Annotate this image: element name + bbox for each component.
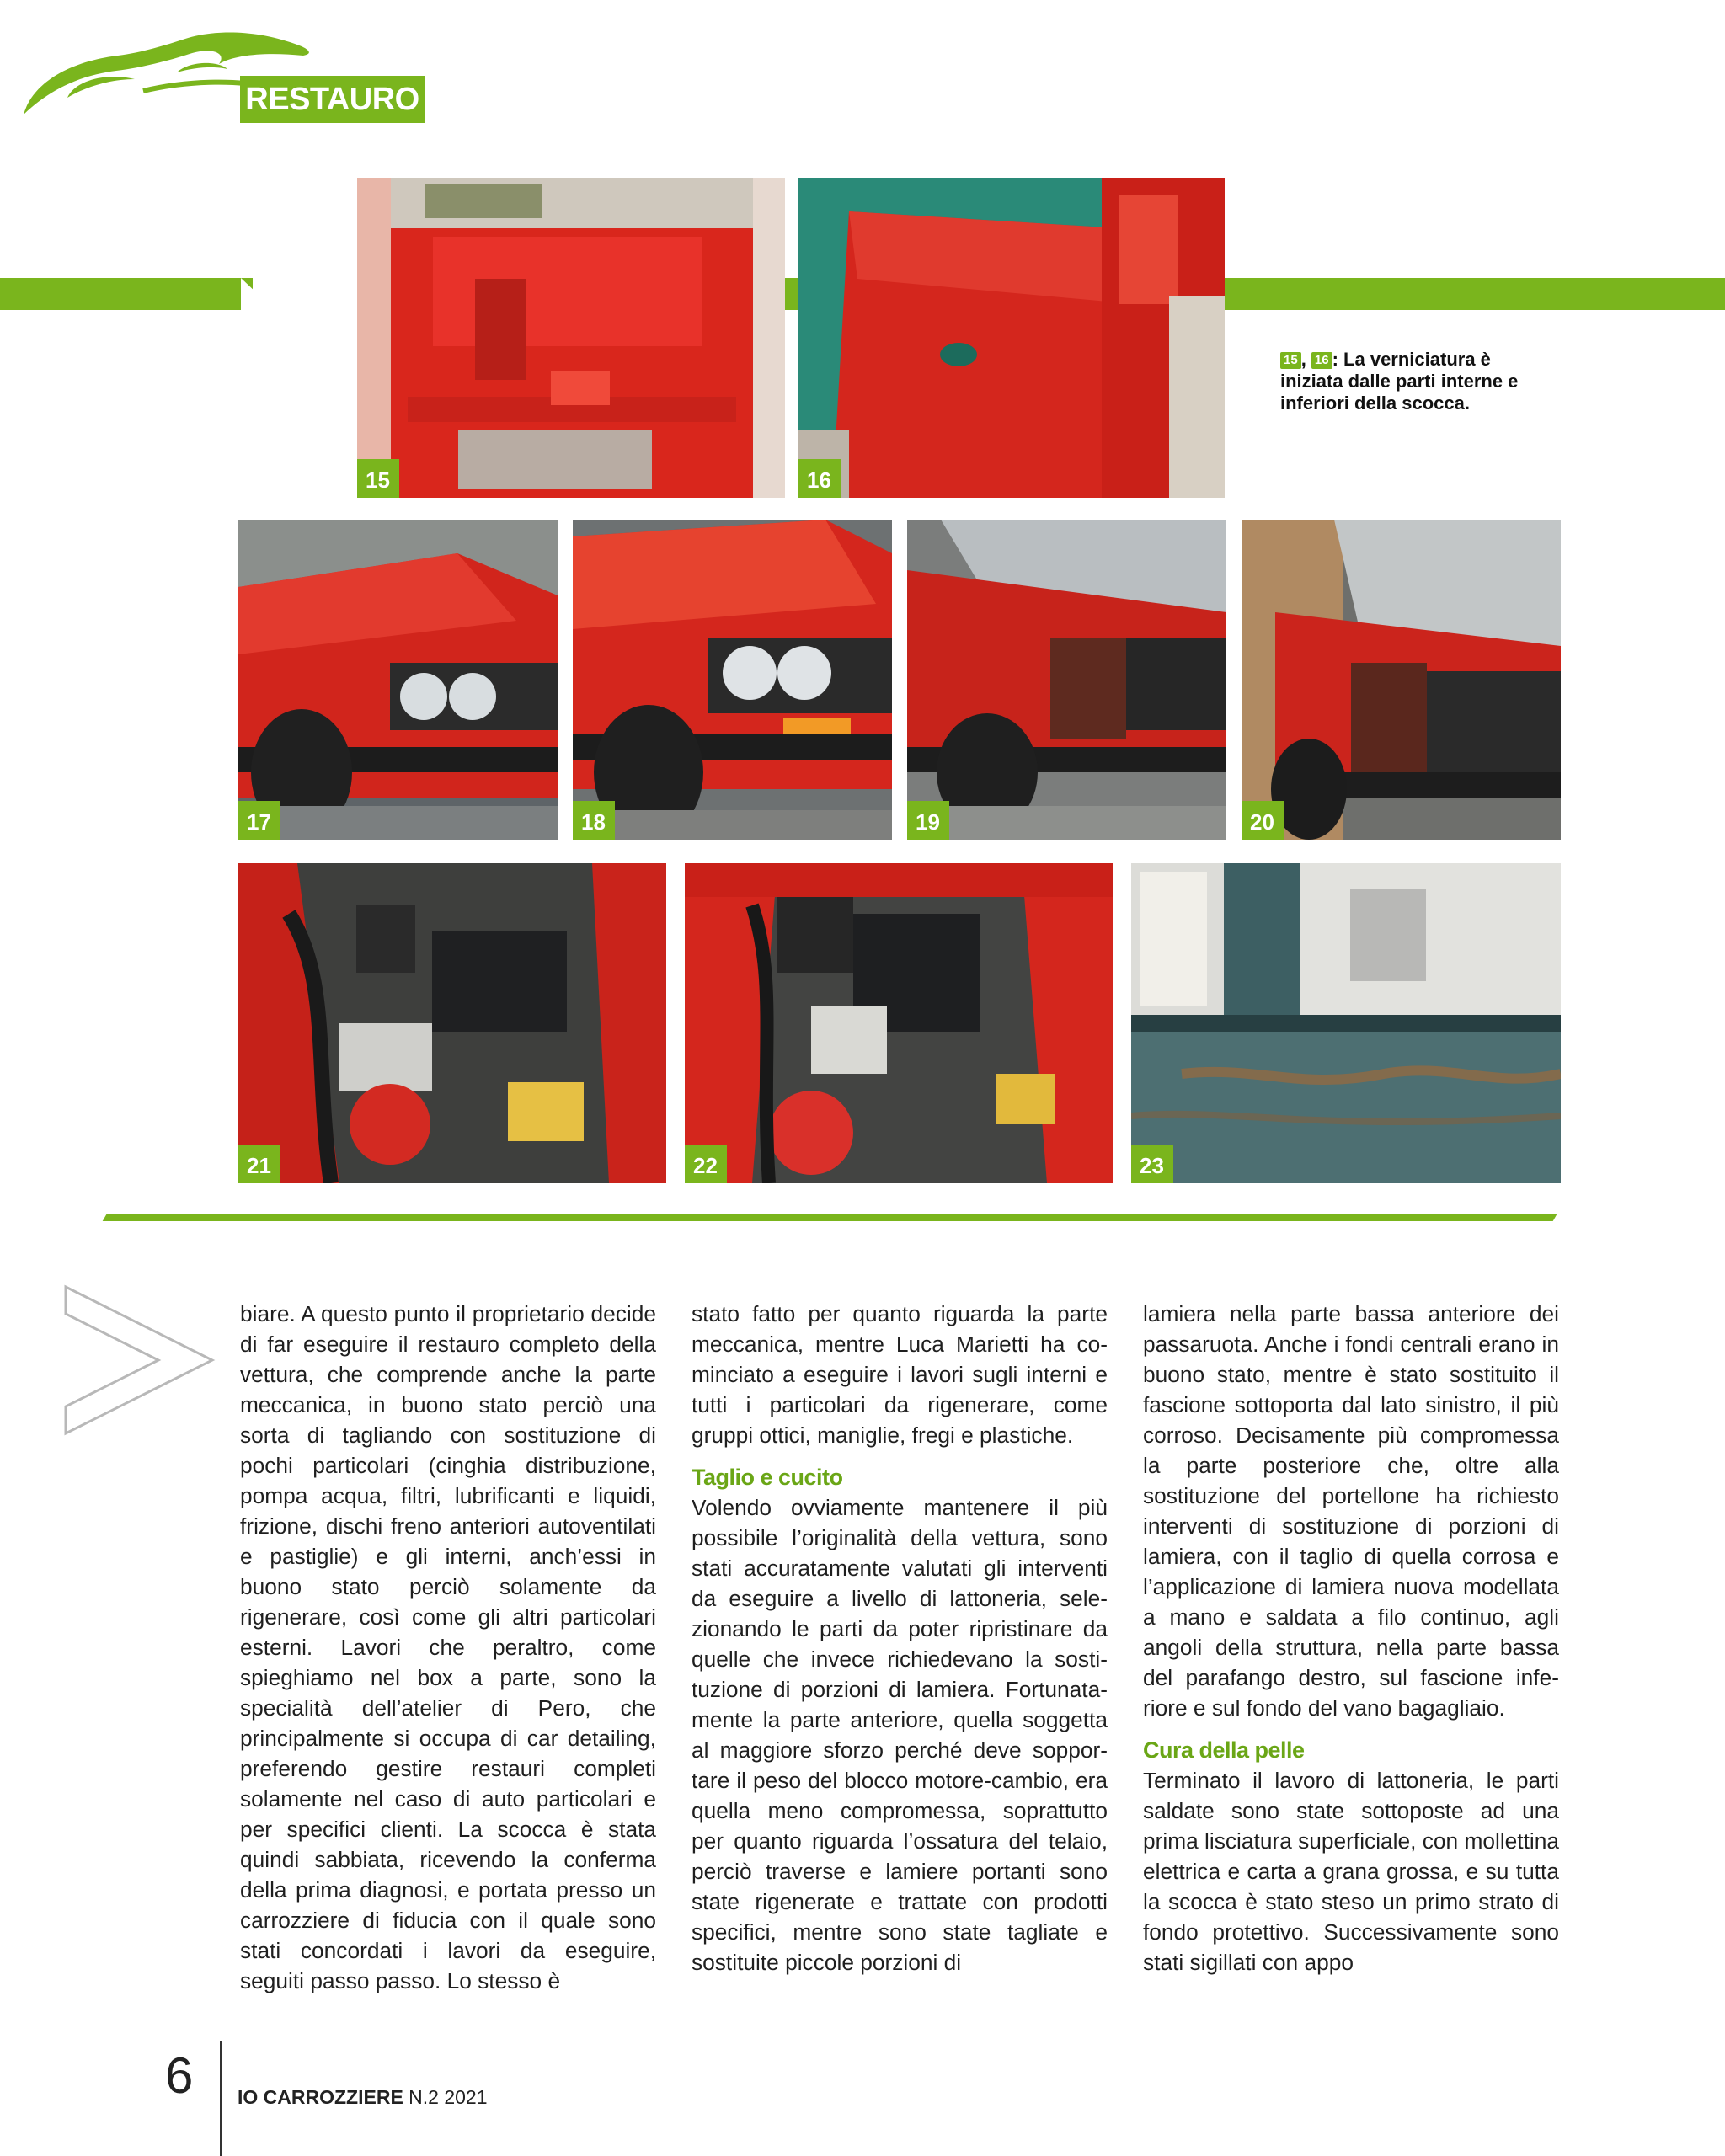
magazine-footer	[238, 2084, 488, 2110]
photo-number: 23	[1131, 1145, 1173, 1183]
chevron-decoration-icon	[59, 1280, 219, 1440]
footer-divider	[220, 2041, 222, 2156]
section-tag: RESTAURO	[240, 76, 425, 123]
photo-18	[573, 520, 892, 840]
article-paragraph: stato fatto per quanto riguarda la parte meccanica, mentre Luca Marietti ha cominciato a eseguire i lavori sugli interni e tutti i particolari da rigenerare, come gruppi ottici, maniglie, fregi e plastiche.	[692, 1301, 1108, 1448]
article-column-3	[1143, 1299, 1559, 1977]
photo-number: 16	[798, 459, 841, 498]
article-column-1	[240, 1299, 656, 1996]
caption-ref-badge: 15	[1280, 352, 1301, 369]
magazine-name: IO CARROZZIERE	[238, 2086, 403, 2108]
photo-17	[238, 520, 558, 840]
caption-ref-badge: 16	[1311, 352, 1332, 369]
photo-19	[907, 520, 1226, 840]
photo-number: 17	[238, 801, 280, 840]
photo-number: 20	[1242, 801, 1284, 840]
green-band-left-notch	[241, 278, 275, 310]
article-paragraph: Volendo ovviamente mantenere il più possibile l’originalità della vettura, sono stati accuratamente valutati gli interventi da eseguire a livello di lattoneria, selezionando le parti da poter ripristinare da quelle che invece richiedevano la sostituzione di porzioni di lamiera. Fortunatamente la parte anteriore, quella soggetta al maggiore sforzo perché deve sopportare il peso del blocco motore-cambio, era quella meno compromessa, soprattutto per quanto riguarda l’ossatura del telaio, perciò traverse e lamiere portanti sono state rigenerate e trattate con prodotti specifici, mentre sono state tagliate e sostituite piccole porzioni di	[692, 1495, 1108, 1975]
photo-caption: 15 , 16 : La verniciatura è iniziata dalle parti interne e inferiori della scocca.	[1280, 349, 1519, 414]
photo-16	[798, 178, 1225, 498]
section-divider	[103, 1214, 1557, 1221]
photo-number: 19	[907, 801, 949, 840]
green-band-left	[0, 278, 253, 310]
subheading: Taglio e cucito	[692, 1465, 843, 1490]
issue-number: N.2 2021	[409, 2086, 488, 2108]
photo-20	[1242, 520, 1561, 840]
photo-21	[238, 863, 666, 1183]
photo-23	[1131, 863, 1561, 1183]
photo-15	[357, 178, 785, 498]
photo-22	[685, 863, 1113, 1183]
article-paragraph: lamiera nella parte bassa anteriore dei passaruota. Anche i fondi centrali erano in buono stato, mentre è stato sostituito il fascione sottoporta dal lato sinistro, il più corroso. Decisamente più compromessa la parte posteriore che, oltre alla sostituzione del portellone ha richiesto interventi di sostituzione di porzioni di lamiera, con il taglio di quella corrosa e l’applicazione di lamiera nuova modellata a mano e saldata a filo continuo, agli angoli della struttura, nella parte bassa del parafango destro, sul fascione inferiore e sul fondo del vano bagagliaio.	[1143, 1301, 1559, 1721]
photo-number: 15	[357, 459, 399, 498]
article-column-2	[692, 1299, 1108, 1977]
article-paragraph: biare. A questo punto il proprietario decide di far eseguire il restauro completo della vettura, che comprende anche la parte meccanica, in buono stato perciò una sorta di tagliando con sostituzione di pochi particolari (cinghia distribuzione, pompa acqua, filtri, lubrificanti e liquidi, frizione, dischi freno anteriori autoventilati e pastiglie) e gli interni, anch’essi in buono stato perciò solamente da rigenerare, così come gli altri particolari esterni. Lavori che peraltro, come spieghiamo nel box a parte, sono la specialità dell’atelier di Pero, che principalmente si occupa di car detailing, preferendo gestire restauri completi solamente nel caso di auto particolari e per specifici clienti. La scocca è stata quindi sabbiata, ricevendo la conferma della prima diagnosi, e portata presso un carrozziere di fiducia con il quale sono stati concordati i lavori da eseguire, seguiti passo passo. Lo stesso è	[240, 1301, 656, 1993]
subheading: Cura della pelle	[1143, 1737, 1305, 1763]
photo-number: 22	[685, 1145, 727, 1183]
article-paragraph: Terminato il lavoro di lattoneria, le parti saldate sono state sottoposte ad una prima lisciatura superficiale, con mollettina elettrica e carta a grana grossa, e su tutta la scocca è stato steso un primo strato di fondo protettivo. Successivamente sono stati sigillati con appo	[1143, 1768, 1560, 1975]
green-band-right	[1223, 278, 1725, 310]
photo-number: 21	[238, 1145, 280, 1183]
photo-number: 18	[573, 801, 615, 840]
caption-text: : La verniciatura è iniziata dalle parti interne e inferiori della scocca.	[1280, 349, 1519, 414]
page-number: 6	[165, 2047, 194, 2104]
